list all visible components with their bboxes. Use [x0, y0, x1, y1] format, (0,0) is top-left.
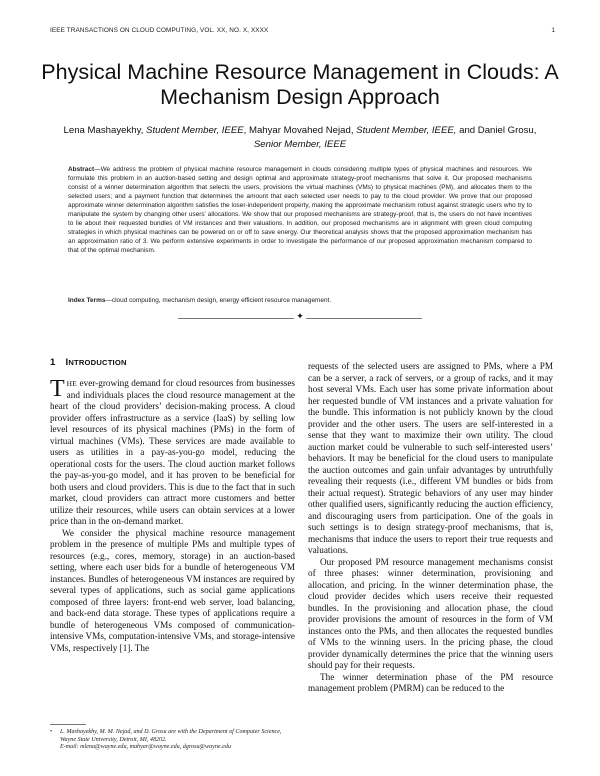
author-2-name: , Mahyar Movahed Nejad, — [243, 125, 354, 136]
author-3-name: and Daniel Grosu, — [459, 125, 537, 136]
running-head — [50, 27, 555, 34]
section-title-rest: NTRODUCTION — [68, 358, 127, 367]
index-terms — [68, 297, 532, 306]
right-paragraph-1: requests of the selected users are assigned to PMs, where a PM can be a server, a rack of servers, or a group of racks, and it may host several VMs. Each user has some private information about her requested bundle of VM instances and a private valuation for the bundle. This information is not publicly known by the cloud provider and the other users. The users are self-interested in a sense that they want to maximize their own utility. The cloud auction market could be vulnerable to such self-interested users’ behaviors. It may be beneficial for the cloud users to manipulate the auction outcomes and gain unfair advantages by untruthfully revealing their requests (i.e., different VM bundles or bids from their actual request). Strategic behaviors of any user may hinder other qualified users, significantly reducing the auction efficiency, and discouraging users from participation. One of the goals in such settings is to design strategy-proof mechanisms, that is, mechanisms that induce the users to report their true requests and valuations. — [308, 361, 553, 555]
right-column — [308, 361, 553, 695]
paper-title: Physical Machine Resource Management in Clouds: A Mechanism Design Approach — [41, 60, 559, 109]
footnote-rule — [50, 724, 86, 725]
intro-paragraph-1-text: ever-growing demand for cloud resources from businesses and individuals places the cloud resource management at the heart of the cloud providers’ decision-making process. A cloud provider offers infrastructure as a service (IaaS) by selling low level resources of its physical machines (PMs) in the form of virtual machines (VMs). These services are made available to users as utilities in a pay-as-you-go model, reducing the operational costs for the users. The cloud auction market follows the pay-as-you-go model, and it has proven to be beneficial for both users and cloud providers. This is due to the fact that in such market, cloud providers can attract more customers and better utilize their resources, while users can obtain services at a lower price than in the on-demand market. — [50, 378, 295, 526]
author-1-role: Student Member, IEEE — [146, 125, 244, 136]
abstract-text: —We address the problem of physical machine resource management in clouds considering multiple types of physical machines and resources. We formulate this problem in an auction-based setting and design optimal and approximate strategy-proof mechanisms that solve it. Our proposed mechanisms consist of a winner determination algorithm that selects the users, provisions the virtual machines (VMs) to physical machines (PM), and allocates them to the selected users; and a payment function that determines the amount that each selected user needs to pay to the cloud provider. We prove that our proposed approximate winner determination algorithm satisfies the loser-independent property, making the approximate mechanism robust against strategic users who try to manipulate the system by changing other users’ allocations. We show that our proposed mechanisms are strategy-proof, that is, the users do not have incentives to lie about their requested bundles of VM instances and their valuations. In addition, our proposed mechanisms are in alignment with green cloud computing strategies in which physical machines can be powered on or off to save energy. Our theoretical analysis shows that the proposed approximation mechanism has an approximation ratio of 3. We perform extensive experiments in order to investigate the performance of our proposed approximation mechanism compared to that of the optimal mechanism. — [68, 166, 532, 254]
page-number: 1 — [551, 27, 555, 34]
author-2-role: Student Member, IEEE, — [356, 125, 457, 136]
intro-paragraph-2: We consider the physical machine resource management problem in the presence of multiple PMs and multiple types of resources (e.g., cores, memory, storage) in an auction-based setting, where each user bids for a bundle of heterogeneous VM instances. Bundles of heterogeneous VM instances are required by several types of applications, such as social game applications composed of three layers: front-end web server, load balancing, and back-end data storage. These types of applications require a bundle of heterogeneous VMs composed of communication-intensive VMs, computation-intensive VMs, and storage-intensive VMs, respectively [1]. The — [50, 527, 295, 653]
index-terms-text: —cloud computing, mechanism design, energy efficient resource management. — [105, 297, 332, 304]
footnote-affiliation: L. Mashayekhy, M. M. Nejad, and D. Grosu are with the Department of Computer Science, Wayne State University, Detroit, MI, 48202. — [60, 729, 282, 743]
intro-paragraph-1 — [50, 378, 295, 528]
journal-header: IEEE TRANSACTIONS ON CLOUD COMPUTING, VOL. XX, NO. X, XXXX — [50, 27, 269, 34]
right-paragraph-2: Our proposed PM resource management mechanisms consist of three phases: winner determination, provisioning and allocation, and pricing. In the winner determination phase, the cloud provider decides which users receive their requested bundles. In the provisioning and allocation phase, the cloud provider provisions the amount of resources in the form of VM instances onto the PMs, and then allocates the requested bundles of VMs to the winning users. In the pricing phase, the cloud provider dynamically determines the price that the winning users should pay for their requests. — [308, 556, 553, 670]
drop-cap: T — [50, 376, 65, 402]
divider-diamond-icon: ✦ — [294, 310, 306, 324]
abstract-label: Abstract — [68, 166, 95, 173]
footnote-emails: E-mail: mlena@wayne.edu, mahyar@wayne.edu, dgrosu@wayne.edu — [60, 744, 231, 751]
abstract — [68, 166, 532, 256]
author-1-name: Lena Mashayekhy, — [63, 125, 144, 136]
section-heading — [50, 357, 127, 368]
author-3-role: Senior Member, IEEE — [253, 138, 347, 150]
index-terms-label: Index Terms — [68, 297, 106, 304]
footnote-bullet: • — [50, 729, 53, 735]
author-list — [50, 124, 550, 151]
section-number: 1 — [50, 357, 56, 368]
section-title-initial: I — [65, 357, 69, 368]
footnote-body — [60, 729, 295, 752]
right-paragraph-3: The winner determination phase of the PM resource management problem (PMRM) can be reduced to the — [308, 671, 553, 693]
author-footnote — [50, 729, 295, 752]
left-column — [50, 378, 295, 654]
intro-smallcaps: HE — [66, 379, 78, 388]
